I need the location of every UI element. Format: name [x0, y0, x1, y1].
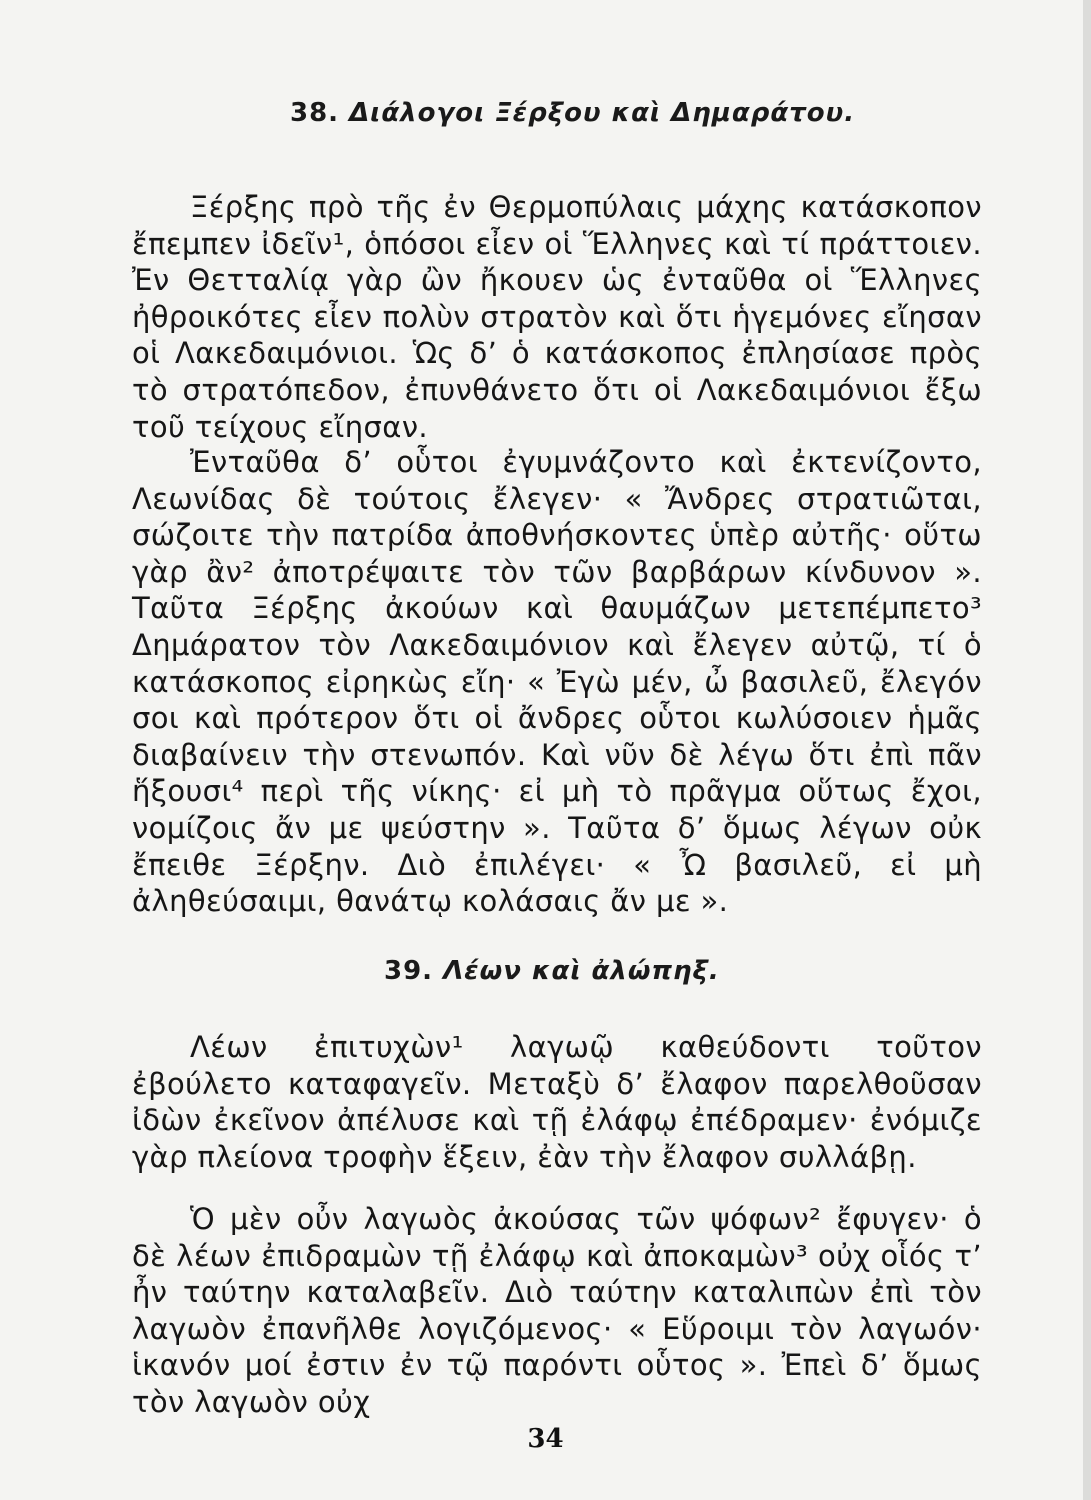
section-39-number: 39.: [384, 956, 434, 986]
section-39-paragraph-1: Λέων ἐπιτυχὼν¹ λαγωῷ καθεύδοντι τοῦτον ἐβούλετο καταφαγεῖν. Μεταξὺ δ’ ἔλαφον παρελθοῦσαν ἰδὼν ἐκεῖνον ἀπέλυσε καὶ τῇ ἐλάφῳ ἐπέδραμεν· ἐνόμιζε γὰρ πλείονα τροφὴν ἕξειν, ἐὰν τὴν ἔλαφον συλλάβῃ.: [132, 1030, 982, 1174]
section-39-paragraph-2: Ὁ μὲν οὖν λαγωὸς ἀκούσας τῶν ψόφων² ἔφυγεν· ὁ δὲ λέων ἐπιδραμὼν τῇ ἐλάφῳ καὶ ἀποκαμὼν³ οὐχ οἷός τ’ ἦν ταύτην καταλαβεῖν. Διὸ ταύτην καταλιπὼν ἐπὶ τὸν λαγωὸν ἐπανῆλθε λογιζόμενος· « Εὕροιμι τὸν λαγωόν· ἱκανόν μοί ἐστιν ἐν τῷ παρόντι οὗτος ». Ἐπεὶ δ’ ὅμως τὸν λαγωὸν οὐχ: [132, 1202, 982, 1419]
section-38-paragraph-2: Ἐνταῦθα δ’ οὗτοι ἐγυμνάζοντο καὶ ἐκτενίζοντο, Λεωνίδας δὲ τούτοις ἔλεγεν· « Ἄνδρες στρατιῶται, σώζοιτε τὴν πατρίδα ἀποθνήσκοντες ὑπὲρ αὐτῆς· οὕτω γὰρ ἂν² ἀποτρέψαιτε τὸν τῶν βαρβάρων κίνδυνον ». Ταῦτα Ξέρξης ἀκούων καὶ θαυμάζων μετεπέμπετο³ Δημάρατον τὸν Λακεδαιμόνιον καὶ ἔλεγεν αὐτῷ, τί ὁ κατάσκοπος εἰρηκὼς εἴη· « Ἐγὼ μέν, ὦ βασιλεῦ, ἔλεγόν σοι καὶ πρότερον ὅτι οἱ ἄνδρες οὗτοι κωλύσοιεν ἡμᾶς διαβαίνειν τὴν στενωπόν. Καὶ νῦν δὲ λέγω ὅτι ἐπὶ πᾶν ἥξουσι⁴ περὶ τῆς νίκης· εἰ μὴ τὸ πρᾶγμα οὕτως ἔχοι, νομίζοις ἄν με ψεύστην ». Ταῦτα δ’ ὅμως λέγων οὐκ ἔπειθε Ξέρξην. Διὸ ἐπιλέγει· « Ὦ βασιλεῦ, εἰ μὴ ἀληθεύσαιμι, θανάτῳ κολάσαις ἄν με ».: [132, 445, 982, 919]
page-edge: [1083, 0, 1091, 1500]
section-38-title: Διάλογοι Ξέρξου καὶ Δημαράτου.: [349, 98, 856, 128]
section-39-heading: [384, 956, 720, 986]
page-number: 34: [527, 1424, 564, 1454]
section-38-number: 38.: [290, 98, 340, 128]
section-39-title: Λέων καὶ ἀλώπηξ.: [443, 956, 720, 986]
section-38-paragraph-1: Ξέρξης πρὸ τῆς ἐν Θερμοπύλαις μάχης κατάσκοπον ἔπεμπεν ἰδεῖν¹, ὁπόσοι εἶεν οἱ Ἕλληνες καὶ τί πράττοιεν. Ἐν Θετταλίᾳ γὰρ ὢν ἤκουεν ὡς ἐνταῦθα οἱ Ἕλληνες ἠθροικότες εἶεν πολὺν στρατὸν καὶ ὅτι ἡγεμόνες εἴησαν οἱ Λακεδαιμόνιοι. Ὡς δ’ ὁ κατάσκοπος ἐπλησίασε πρὸς τὸ στρατόπεδον, ἐπυνθάνετο ὅτι οἱ Λακεδαιμόνιοι ἔξω τοῦ τείχους εἴησαν.: [132, 190, 982, 444]
section-38-heading: [290, 98, 855, 128]
